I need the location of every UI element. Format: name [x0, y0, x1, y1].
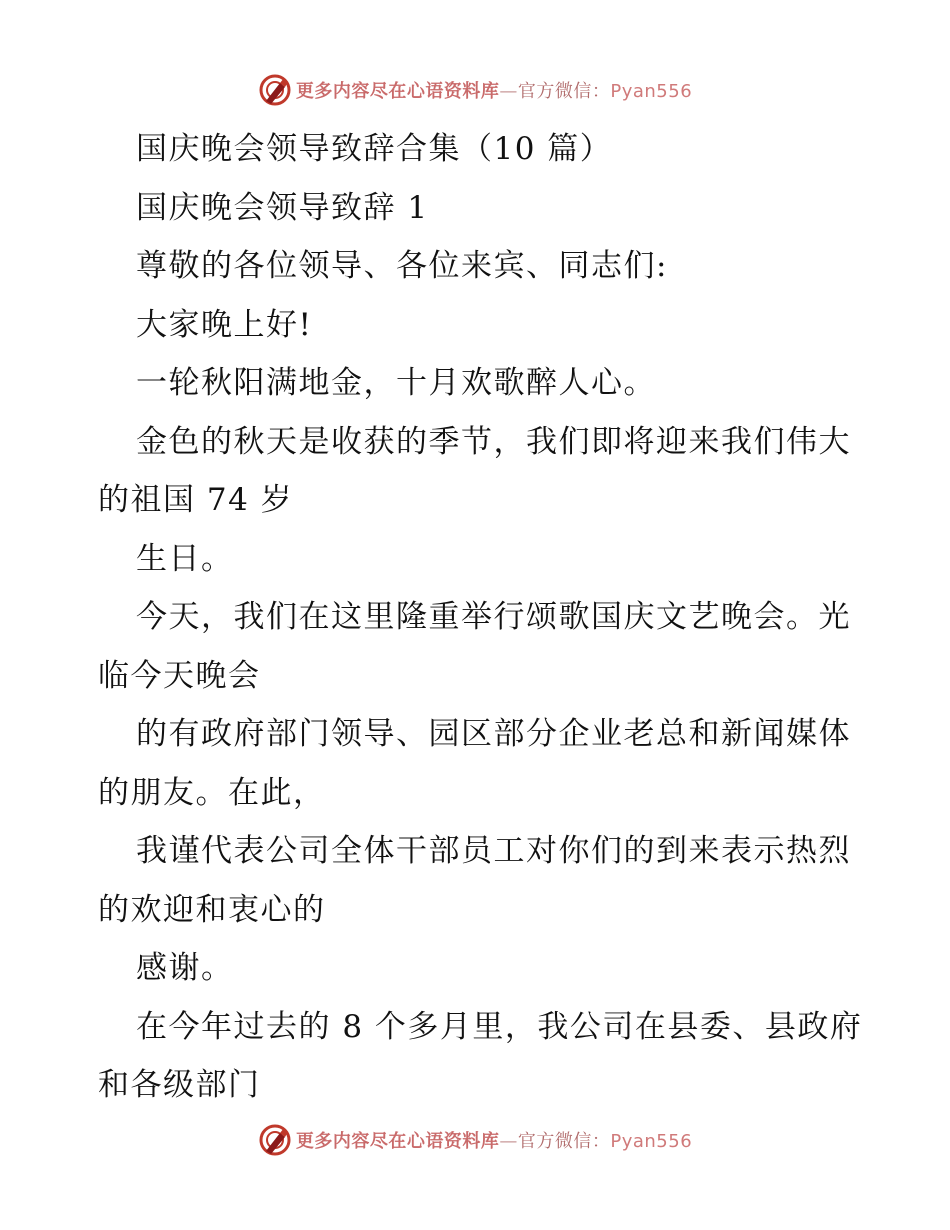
paragraph: 感谢。 — [136, 950, 234, 986]
watermark-text — [296, 1127, 692, 1153]
paragraph: 大家晚上好! — [136, 306, 313, 343]
watermark-brand: 更多内容尽在心语资料库 — [295, 81, 500, 102]
paragraph: 生日。 — [136, 540, 234, 577]
document-body — [98, 120, 878, 1115]
header-watermark — [0, 70, 950, 110]
watermark-text — [296, 77, 692, 103]
footer-watermark — [0, 1120, 950, 1160]
paragraph: 金色的秋天是收获的季节，我们即将迎来我们伟大的祖国 74 岁 — [98, 423, 851, 518]
paragraph: 在今年过去的 8 个多月里，我公司在县委、县政府和各级部门 — [98, 1008, 863, 1103]
section-heading: 国庆晚会领导致辞 1 — [136, 189, 429, 226]
paragraph: 我谨代表公司全体干部员工对你们的到来表示热烈的欢迎和衷心的 — [98, 833, 851, 928]
watermark-wechat-id: Pyan556 — [610, 1131, 693, 1152]
watermark-label: 官方微信： — [517, 1131, 611, 1152]
paragraph: 一轮秋阳满地金，十月欢歌醉人心。 — [136, 365, 656, 401]
watermark-separator: — — [499, 1131, 518, 1152]
watermark-separator: — — [499, 81, 518, 102]
watermark-wechat-id: Pyan556 — [610, 81, 693, 102]
paragraph: 的有政府部门领导、园区部分企业老总和新闻媒体的朋友。在此， — [98, 716, 851, 811]
document-title: 国庆晚会领导致辞合集（10 篇） — [136, 131, 613, 167]
watermark-label: 官方微信： — [517, 81, 611, 102]
pen-logo-icon — [258, 73, 292, 107]
watermark-brand: 更多内容尽在心语资料库 — [295, 1131, 500, 1152]
paragraph: 今天，我们在这里隆重举行颂歌国庆文艺晚会。光临今天晚会 — [98, 599, 851, 694]
paragraph: 尊敬的各位领导、各位来宾、同志们: — [136, 248, 668, 284]
pen-logo-icon — [258, 1123, 292, 1157]
